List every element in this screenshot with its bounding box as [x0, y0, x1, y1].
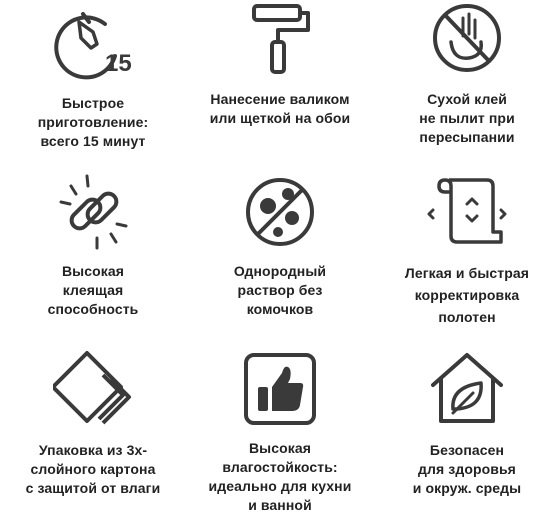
- feature-quick-prep: [0, 0, 186, 151]
- no-lumps-icon: [240, 172, 320, 252]
- feature-no-dust: [374, 0, 560, 147]
- feature-label: Легкая и быстрая корректировка полотен: [404, 265, 530, 325]
- thumbs-up-icon: [240, 349, 320, 429]
- feature-easy-adjust: [374, 172, 560, 328]
- feature-label: Упаковка из 3х- слойного картона с защитой от влаги: [25, 442, 161, 496]
- feature-packaging: [0, 349, 186, 498]
- feature-label: Высокая клеящая способность: [47, 263, 139, 317]
- no-dust-icon: [427, 0, 507, 80]
- paint-roller-icon: [240, 0, 320, 80]
- feature-no-lumps: [187, 172, 373, 319]
- feature-adhesion: [0, 172, 186, 319]
- feature-label: Сухой клей не пылит при пересыпании: [419, 91, 515, 145]
- chain-link-icon: [53, 172, 133, 252]
- feature-label: Быстрое приготовление: всего 15 минут: [37, 95, 149, 149]
- feature-moisture-resistance: [187, 349, 373, 515]
- feature-label: Однородный раствор без комочков: [233, 263, 327, 317]
- timer-number: 15: [105, 50, 132, 77]
- timer-15-icon: [53, 4, 133, 84]
- feature-roller: [187, 0, 373, 128]
- feature-label: Безопасен для здоровья и окруж. среды: [412, 442, 522, 496]
- feature-eco-safe: [374, 349, 560, 498]
- wallpaper-adjust-icon: [427, 172, 507, 252]
- eco-house-icon: [427, 349, 507, 429]
- layered-cardboard-icon: [53, 349, 133, 429]
- feature-label: Высокая влагостойкость: идеально для кухни и ванной: [208, 440, 352, 513]
- feature-label: Нанесение валиком или щеткой на обои: [209, 91, 351, 126]
